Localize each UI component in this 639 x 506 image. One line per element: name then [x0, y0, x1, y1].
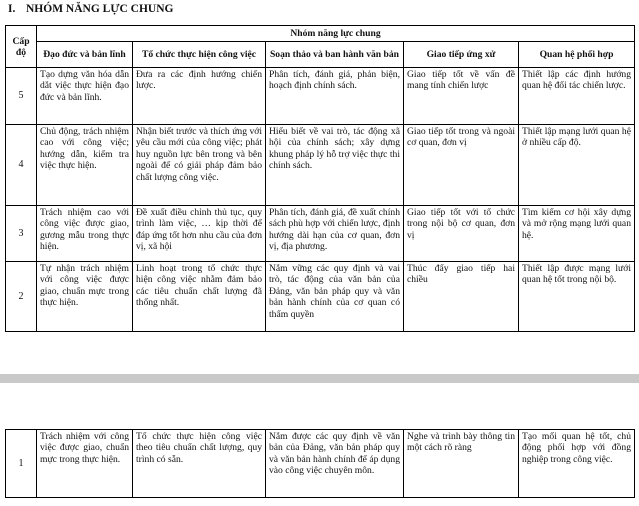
table-cell: Trách nhiệm với công việc được giao, chuẩn mực trong thực hiện. — [37, 430, 133, 498]
table-row — [6, 206, 635, 262]
section-number: I. — [8, 3, 16, 15]
table-cell: Thiết lập được mạng lưới quan hệ tốt trong nội bộ. — [519, 262, 635, 332]
table-cell: Chủ động, trách nhiệm cao với công việc; hướng dẫn, kiểm tra việc thực hiện. — [37, 125, 133, 206]
table-cell: Trách nhiệm cao với công việc được giao, gương mẫu trong thực hiện. — [37, 206, 133, 262]
group-header: Nhóm năng lực chung — [37, 26, 635, 42]
page-break-divider — [0, 374, 639, 383]
table-cell: Nhận biết trước và thích ứng với yêu cầu mới của công việc; phát huy nguồn lực bên trong và bên ngoài để có giải pháp đảm bảo chất lượng công việc. — [133, 125, 266, 206]
table-cell: Đề xuất điều chỉnh thủ tục, quy trình làm việc, … kịp thời để đáp ứng tốt hơn nhu cầu của đơn vị, xã hội — [133, 206, 266, 262]
table-cell: Giao tiếp tốt với tổ chức trong nội bộ cơ quan, đơn vị — [404, 206, 519, 262]
table-cell: Tự nhận trách nhiệm với công việc được giao, chuẩn mực trong thực hiện. — [37, 262, 133, 332]
column-header: Tổ chức thực hiện công việc — [133, 42, 266, 68]
section-heading — [8, 3, 173, 15]
table-cell: Đưa ra các định hướng chiến lược. — [133, 68, 266, 125]
table-cell: Giao tiếp tốt trong và ngoài cơ quan, đơn vị — [404, 125, 519, 206]
table-cell: Tạo mối quan hệ tốt, chủ động phối hợp với đồng nghiệp trong công việc. — [519, 430, 635, 498]
table-row — [6, 68, 635, 125]
column-header: Quan hệ phối hợp — [519, 42, 635, 68]
level-cell: 5 — [6, 68, 37, 125]
table-cell: Phân tích, đánh giá, đề xuất chính sách phù hợp với chiến lược, định hướng dài hạn của cơ quan, đơn vị, địa phương. — [266, 206, 404, 262]
table-cell: Tạo dựng văn hóa dẫn dắt việc thực hiện đạo đức và bản lĩnh. — [37, 68, 133, 125]
competency-table — [5, 25, 635, 332]
level-cell: 4 — [6, 125, 37, 206]
table-cell: Thiết lập mạng lưới quan hệ ở nhiều cấp độ. — [519, 125, 635, 206]
table-cell: Thiết lập các định hướng quan hệ đối tác chiến lược. — [519, 68, 635, 125]
level-header: Cấp độ — [6, 26, 37, 68]
table-cell: Nắm được các quy định về văn bản của Đảng, văn bản pháp quy và văn bản hành chính để áp dụng vào công việc chuyên môn. — [266, 430, 404, 498]
column-header: Đạo đức và bản lĩnh — [37, 42, 133, 68]
table-cell: Tổ chức thực hiện công việc theo tiêu chuẩn chất lượng, quy trình có sẵn. — [133, 430, 266, 498]
level-cell: 1 — [6, 430, 37, 498]
section-title: NHÓM NĂNG LỰC CHUNG — [26, 3, 174, 15]
table-row — [6, 430, 635, 498]
table-cell: Hiểu biết về vai trò, tác động xã hội của chính sách; xây dựng khung pháp lý hỗ trợ việc thực thi chính sách. — [266, 125, 404, 206]
column-header: Giao tiếp ứng xử — [404, 42, 519, 68]
table-cell: Phân tích, đánh giá, phản biện, hoạch định chính sách. — [266, 68, 404, 125]
table-cell: Thúc đẩy giao tiếp hai chiều — [404, 262, 519, 332]
table-cell: Linh hoạt trong tổ chức thực hiện công việc nhằm đảm bảo các tiêu chuẩn chất lượng đã thống nhất. — [133, 262, 266, 332]
table-cell: Nghe và trình bày thông tin một cách rõ ràng — [404, 430, 519, 498]
table-cell: Tìm kiếm cơ hội xây dựng và mở rộng mạng lưới quan hệ. — [519, 206, 635, 262]
competency-table-continued — [5, 429, 635, 498]
table-row — [6, 262, 635, 332]
level-cell: 2 — [6, 262, 37, 332]
table-cell: Giao tiếp tốt về vấn đề mang tính chiến lược — [404, 68, 519, 125]
table-row — [6, 125, 635, 206]
table-cell: Nắm vững các quy định và vai trò, tác động của văn bản của Đảng, văn bản pháp quy và văn bản hành chính của cơ quan có thẩm quyền — [266, 262, 404, 332]
column-header: Soạn thảo và ban hành văn bản — [266, 42, 404, 68]
level-cell: 3 — [6, 206, 37, 262]
